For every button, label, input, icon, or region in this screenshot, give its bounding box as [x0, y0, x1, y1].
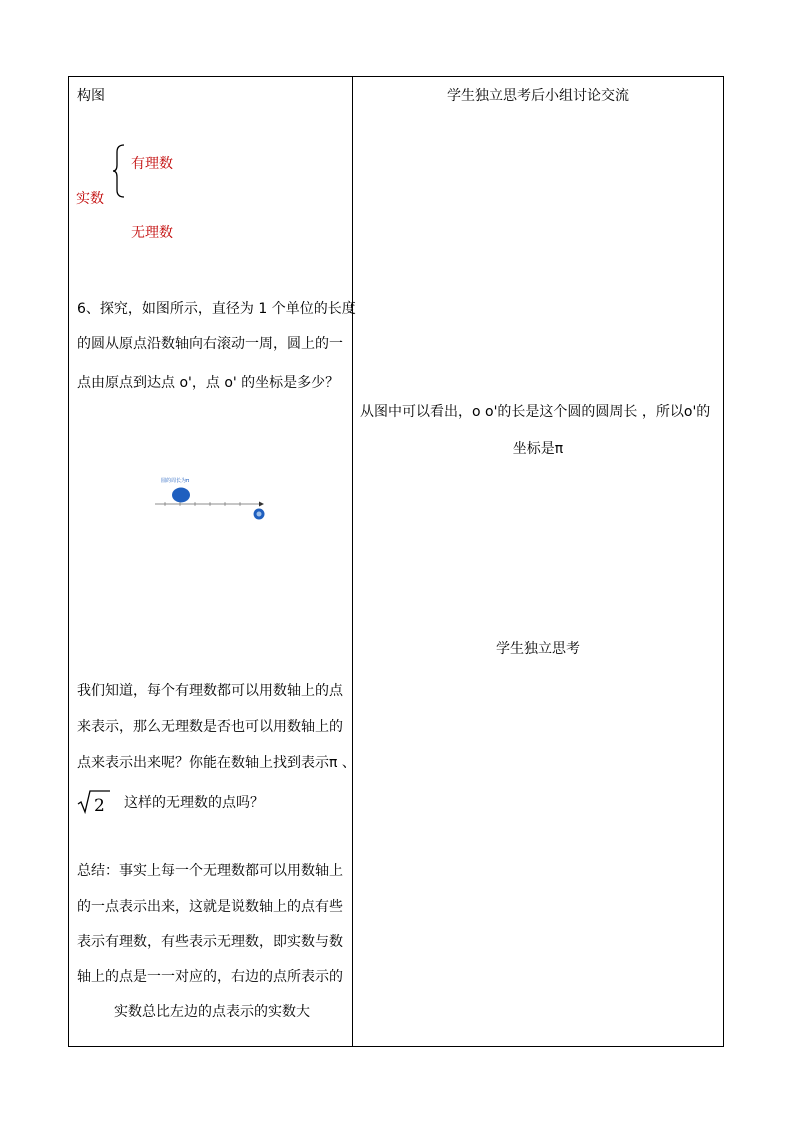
curly-brace-icon — [112, 143, 126, 199]
left-heading: 构图 — [77, 88, 105, 104]
summary-line: 实数总比左边的点表示的实数大 — [114, 1004, 310, 1020]
paragraph-line: 我们知道，每个有理数都可以用数轴上的点 — [77, 683, 343, 699]
summary-line: 总结：事实上每一个无理数都可以用数轴上 — [77, 863, 343, 879]
summary-line: 轴上的点是一一对应的，右边的点所表示的 — [77, 969, 343, 985]
question-line: 点由原点到达点 o'，点 o' 的坐标是多少？ — [77, 375, 340, 391]
brace-item-rational: 有理数 — [131, 156, 173, 172]
answer-line: 坐标是π — [512, 441, 564, 457]
sqrt-number: 2 — [94, 796, 105, 815]
circle-shape — [172, 488, 190, 503]
column-divider — [352, 77, 353, 1046]
summary-line: 表示有理数，有些表示无理数，即实数与数 — [77, 934, 343, 950]
brace-label-real: 实数 — [76, 191, 104, 207]
paragraph-line: 点来表示出来呢？你能在数轴上找到表示π 、 — [77, 755, 356, 771]
right-top-note: 学生独立思考后小组讨论交流 — [447, 88, 629, 104]
question-line: 的圆从原点沿数轴向右滚动一周，圆上的一 — [77, 336, 343, 352]
summary-line: 的一点表示出来，这就是说数轴上的点有些 — [77, 899, 343, 915]
rolling-circle-figure — [153, 475, 269, 525]
answer-line: 从图中可以看出，o o'的长是这个圆的圆周长 ，所以o'的 — [360, 404, 711, 420]
paragraph-line: 来表示，那么无理数是否也可以用数轴上的 — [77, 719, 343, 735]
brace-item-irrational: 无理数 — [131, 225, 173, 241]
question-line: 6、探究，如图所示，直径为 1 个单位的长度 — [77, 301, 356, 317]
paragraph-line: 这样的无理数的点吗？ — [124, 795, 264, 811]
sqrt-symbol-icon — [77, 789, 111, 815]
figure-caption: 圆的周长为π — [161, 478, 190, 484]
right-bottom-note: 学生独立思考 — [496, 641, 580, 657]
lesson-table — [68, 76, 724, 1047]
axis-arrow-icon — [259, 502, 264, 507]
